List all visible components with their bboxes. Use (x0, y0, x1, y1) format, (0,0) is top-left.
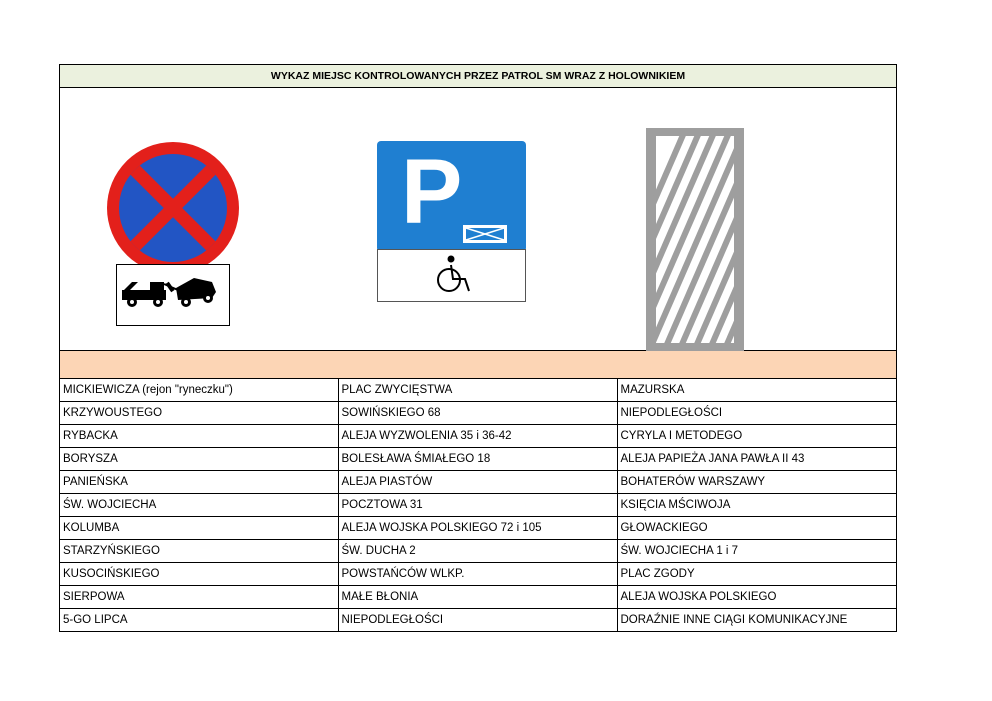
table-row (60, 425, 896, 448)
table-cell: KRZYWOUSTEGO (60, 402, 338, 425)
table-row (60, 448, 896, 471)
table-row (60, 379, 896, 402)
hatched-road-marking-icon (646, 128, 744, 351)
table-cell: BOHATERÓW WARSZAWY (617, 471, 896, 494)
table-cell: NIEPODLEGŁOŚCI (617, 402, 896, 425)
table-cell: ŚW. WOJCIECHA 1 i 7 (617, 540, 896, 563)
table-cell: DORAŹNIE INNE CIĄGI KOMUNIKACYJNE (620, 614, 848, 626)
table-cell: BOLESŁAWA ŚMIAŁEGO 18 (338, 448, 617, 471)
table-cell: PANIEŃSKA (60, 471, 338, 494)
table-cell: PLAC ZWYCIĘSTWA (338, 379, 617, 402)
table-row (60, 563, 896, 586)
table-cell: NIEPODLEGŁOŚCI (338, 609, 617, 632)
table-cell: KUSOCIŃSKIEGO (60, 563, 338, 586)
table-cell: MICKIEWICZA (rejon "ryneczku") (60, 379, 338, 402)
table-row (60, 586, 896, 609)
table-row (60, 609, 896, 632)
disabled-plate-icon (377, 249, 526, 302)
table-cell: POWSTAŃCÓW WLKP. (338, 563, 617, 586)
table-cell: CYRYLA I METODEGO (617, 425, 896, 448)
table-row (60, 402, 896, 425)
table-cell: ALEJA PIASTÓW (338, 471, 617, 494)
table-cell: ALEJA WOJSKA POLSKIEGO 72 i 105 (338, 517, 617, 540)
table-cell: PLAC ZGODY (617, 563, 896, 586)
places-table-body (60, 379, 896, 631)
table-cell: MAŁE BŁONIA (338, 586, 617, 609)
table-cell: ALEJA PAPIEŻA JANA PAWŁA II 43 (617, 448, 896, 471)
places-sheet (59, 64, 897, 632)
tow-truck-plate-icon (116, 264, 230, 326)
table-cell: GŁOWACKIEGO (617, 517, 896, 540)
table-cell: POCZTOWA 31 (338, 494, 617, 517)
table-cell: ALEJA WOJSKA POLSKIEGO (617, 586, 896, 609)
table-cell: RYBACKA (60, 425, 338, 448)
table-cell: ŚW. DUCHA 2 (338, 540, 617, 563)
table-cell: STARZYŃSKIEGO (60, 540, 338, 563)
parking-sign-icon (377, 141, 526, 252)
table-cell: ŚW. WOJCIECHA (60, 494, 338, 517)
table-cell: KOLUMBA (60, 517, 338, 540)
table-cell: SOWIŃSKIEGO 68 (338, 402, 617, 425)
table-cell: SIERPOWA (60, 586, 338, 609)
table-cell: ALEJA WYZWOLENIA 35 i 36-42 (338, 425, 617, 448)
table-row (60, 517, 896, 540)
orange-band (60, 351, 896, 379)
table-cell: KSIĘCIA MŚCIWOJA (617, 494, 896, 517)
table-cell: MAZURSKA (617, 379, 896, 402)
signs-row (60, 88, 896, 351)
parking-letter: P (401, 141, 463, 243)
table-row (60, 471, 896, 494)
no-stopping-sign-icon (105, 140, 241, 276)
table-cell: BORYSZA (60, 448, 338, 471)
table-row (60, 494, 896, 517)
places-table (60, 379, 896, 631)
sheet-title: WYKAZ MIEJSC KONTROLOWANYCH PRZEZ PATROL SM WRAZ Z HOLOWNIKIEM (60, 65, 896, 88)
table-row (60, 540, 896, 563)
table-cell: 5-GO LIPCA (60, 609, 338, 632)
